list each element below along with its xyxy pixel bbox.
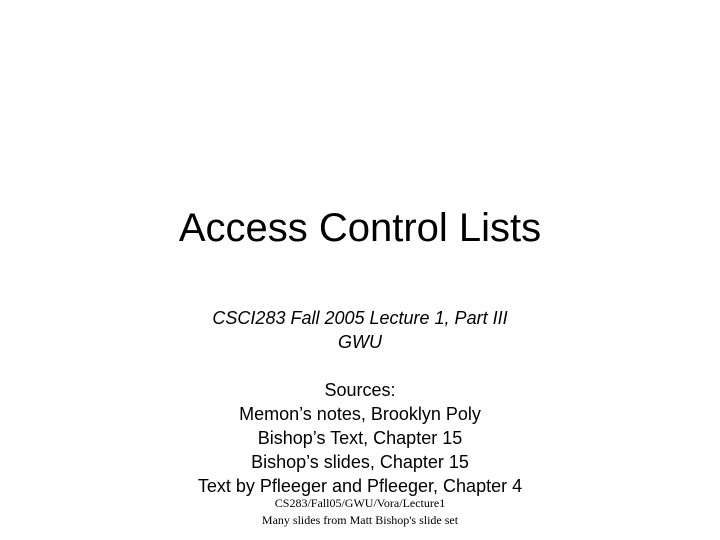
source-item: Memon’s notes, Brooklyn Poly [239, 404, 481, 424]
institution: GWU [338, 332, 382, 352]
course-line: CSCI283 Fall 2005 Lecture 1, Part III [212, 308, 508, 328]
source-item: Bishop’s slides, Chapter 15 [251, 452, 469, 472]
source-item: Text by Pfleeger and Pfleeger, Chapter 4 [197, 476, 523, 496]
sources-list [0, 378, 720, 498]
slide-title: Access Control Lists [178, 206, 542, 250]
sources-heading: Sources: [324, 380, 396, 400]
slide-footer [0, 495, 720, 529]
footer-credit: Many slides from Matt Bishop's slide set [261, 513, 459, 527]
source-item: Bishop’s Text, Chapter 15 [257, 428, 463, 448]
course-info [0, 306, 720, 354]
footer-course-path: CS283/Fall05/GWU/Vora/Lecture1 [274, 496, 446, 510]
